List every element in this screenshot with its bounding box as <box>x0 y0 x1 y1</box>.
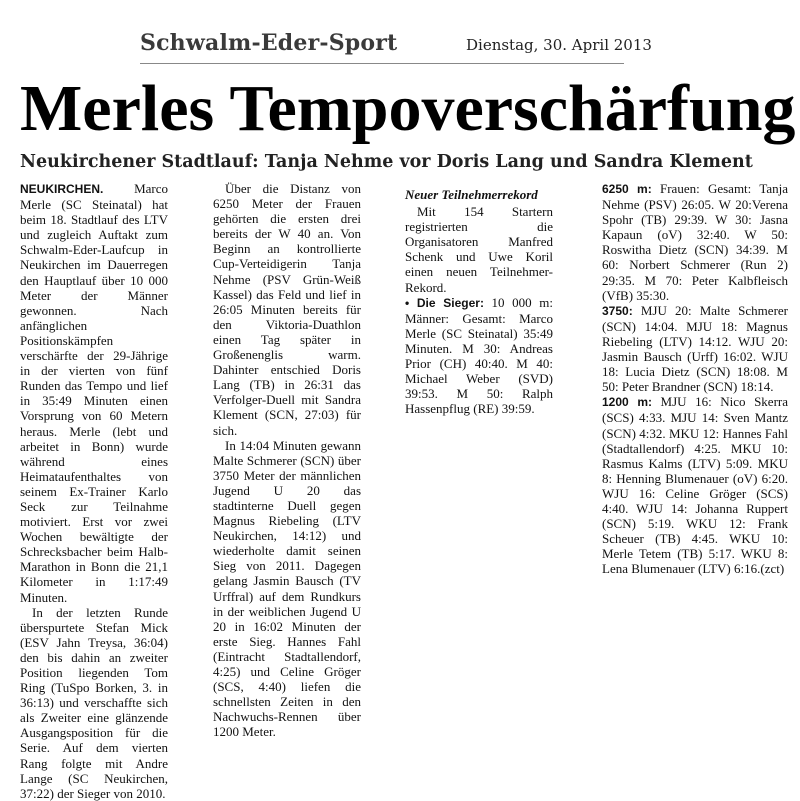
subheadline: Neukirchener Stadtlauf: Tanja Nehme vor Doris Lang und Sandra Klement <box>20 152 753 172</box>
article-column-2 <box>213 181 361 740</box>
article-paragraph: In der letzten Runde überspurtete Stefan Mick (ESV Jahn Treysa, 36:04) den bis dahin an zweiter Position liegenden Tom Ring (TuSpo Borken, 3. in 36:13) und verschaffte sich als Zweiter eine glänzende Ausgangsposition für die Serie. Auf dem vierten Rang folgte mit Andre Lange (SC Neukirchen, 37:22) der Sieger von 2010. <box>20 604 168 801</box>
results-3750: MJU 20: Malte Schmerer (SCN) 14:04. MJU 18: Magnus Riebeling (LTV) 14:12. WJU 20: Jasmin Bausch (Urff) 16:02. WJU 18: Lucia Dietz (SCN) 18:08. M 50: Peter Brandner (SCN) 18:14. <box>602 302 788 395</box>
header-rule <box>140 63 624 64</box>
article-paragraph: Über die Distanz von 6250 Meter der Frauen gehörten die ersten drei bereits der W 40 an. Von Beginn an kontrollierte Cup-Verteidigerin Tanja Nehme (PSV Grün-Weiß Kassel) das Feld und lief in 26:05 Minuten bereits für den Viktoria-Duathlon einen Tag später in Großenenglis warm. Dahinter entschied Doris Lang (TB) in 26:31 das Verfolger-Duell mit Sandra Klement (SCN, 27:03) für sich. <box>213 181 361 438</box>
headline: Merles Tempoverschärfung <box>20 72 796 145</box>
article-column-3 <box>405 181 553 581</box>
results-label: 3750: <box>602 303 633 318</box>
results-6250: Frauen: Gesamt: Tanja Nehme (PSV) 26:05. W 20:Verena Spohr (TB) 29:39. W 30: Jasna Kapaun (oV) 32:40. W 50: Roswitha Dietz (SCN) 34:39. M 60: Norbert Schmerer (Run 2) 29:35. M 70: Peter Kalbfleisch (VfB) 35:30. <box>602 181 788 303</box>
results-block <box>405 295 553 417</box>
article-column-4 <box>602 181 788 581</box>
article-paragraph: In 14:04 Minuten gewann Malte Schmerer (SCN) über 3750 Meter der männlichen Jugend U 20 das stadtinterne Duell gegen Magnus Riebeling (LTV Neukirchen, 14:12) und wiederholte damit seinen Sieg von 2011. Dagegen gelang Jasmin Bausch (TV Urffral) auf dem Rundkurs in der weiblichen Jugend U 20 in 16:02 Minuten der erste Sieg. Hannes Fahl (Eintracht Stadtallendorf, 4:25) und Celine Gröger (SCS, 4:40) liefen die schnellsten Zeiten in den Nachwuchs-Rennen über 1200 Meter. <box>213 437 361 740</box>
results-label: 1200 m: <box>602 395 652 410</box>
article-column-1 <box>20 181 168 801</box>
article-subhead: Neuer Teilnehmerrekord <box>405 187 538 202</box>
results-block <box>602 303 788 395</box>
results-10000: 10 000 m: Männer: Gesamt: Marco Merle (SC Steinatal) 35:49 Minuten. M 30: Andreas Prior (CH) 40:40. M 40: Michael Weber (SVD) 39:53. M 50: Ralph Hassenpflug (RE) 39:59. <box>405 294 553 417</box>
paragraph-text: Marco Merle (SC Steinatal) hat beim 18. Stadtlauf des LTV und zugleich Auftakt zum Schwalm-Eder-Laufcup in Neukirchen im Dauerregen den Hauptlauf über 10 000 Meter der Männer gewonnen. Nach anfänglichen Positionskämpfen verschärfte der 29-Jährige in der vierten von fünf Runden das Tempo und lief in 35:49 Minuten einen Vorsprung von 60 Metern heraus. Merle (lebt und arbeitet in Bonn) wurde während eines Heimataufenthaltes von seinem Ex-Trainer Karlo Seck zur Teilnahme motiviert. Erst vor zwei Wochen bewältigte der Schrecksbacher beim Halb-Marathon in Bonn die 21,1 Kilometer in 1:17:49 Minuten. <box>20 181 168 605</box>
article-paragraph: Mit 154 Startern registrierten die Organisatoren Manfred Schenk und Uwe Koril einen neuen Teilnehmer-Rekord. <box>405 204 553 295</box>
section-title: Schwalm-Eder-Sport <box>140 30 398 56</box>
results-block <box>602 394 788 576</box>
results-title: • Die Sieger: <box>405 295 484 310</box>
results-block <box>602 181 788 303</box>
results-1200: MJU 16: Nico Skerra (SCS) 4:33. MJU 14: Sven Mantz (SCN) 4:32. MKU 12: Hannes Fahl (Stadtallendorf) 4:25. MKU 10: Rasmus Kalms (LTV) 5:09. MKU 8: Henning Blumenauer (oV) 6:20. WJU 16: Celine Gröger (SCS) 4:40. WJU 14: Johanna Ruppert (SCN) 5:19. WKU 12: Frank Scheuer (TB) 4:45. WKU 10: Merle Tetem (TB) 5:17. WKU 8: Lena Blumenauer (LTV) 6:16.(zct) <box>602 394 788 577</box>
results-label: 6250 m: <box>602 182 652 196</box>
dateline: NEUKIRCHEN. <box>20 182 104 196</box>
article-paragraph <box>20 181 168 605</box>
publication-date: Dienstag, 30. April 2013 <box>466 36 652 54</box>
